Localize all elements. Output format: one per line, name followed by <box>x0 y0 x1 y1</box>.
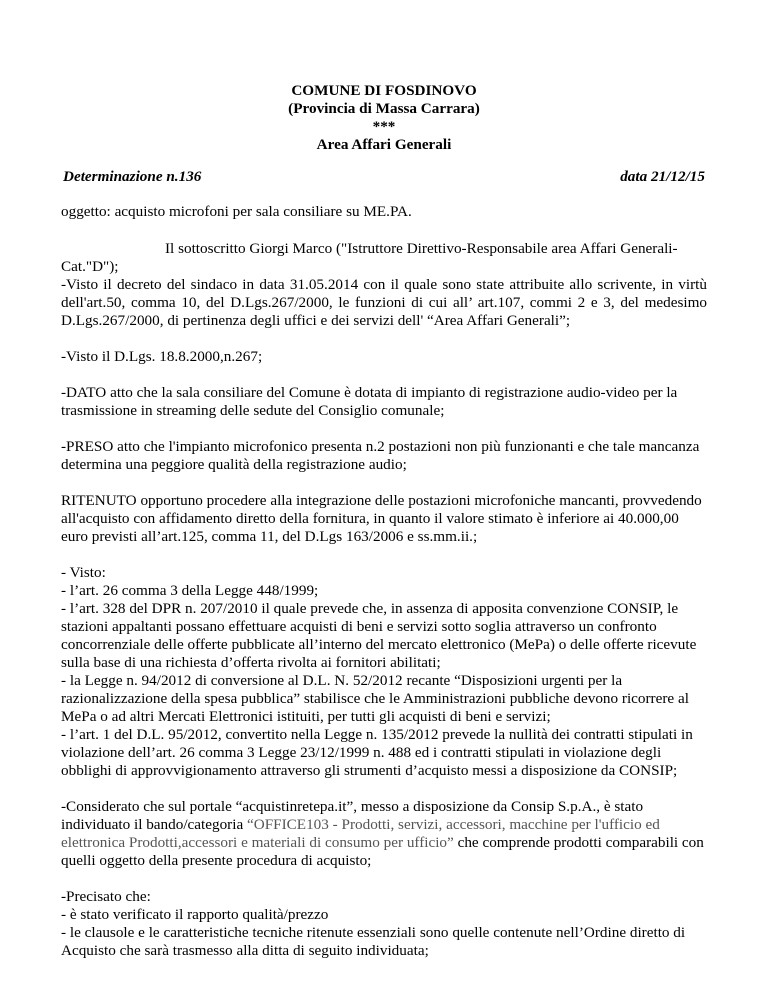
preso-atto: -PRESO atto che l'impianto microfonico presenta n.2 postazioni non più funzionanti e che tale mancanza determina una peggiore qualità della registrazione audio; <box>61 438 700 473</box>
header-provincia: (Provincia di Massa Carrara) <box>288 100 480 117</box>
visto-item: - l’art. 26 comma 3 della Legge 448/1999; <box>61 582 319 599</box>
visto-item: - l’art. 1 del D.L. 95/2012, convertito nella Legge n. 135/2012 prevede la nullità dei contratti stipulati in violazione dell’art. 26 comma 3 Legge 23/12/1999 n. 488 ed i contratti stipulati in violazione degli obblighi di approvvigionamento attraverso gli strumenti d’acquisto messi a disposizione da CONSIP; <box>61 726 693 779</box>
determination-row <box>63 168 705 186</box>
header-area: Area Affari Generali <box>316 136 452 153</box>
precisato-item: - è stato verificato il rapporto qualità/prezzo <box>61 906 329 923</box>
visto-dlgs: -Visto il D.Lgs. 18.8.2000,n.267; <box>61 348 263 365</box>
subject-line: oggetto: acquisto microfoni per sala consiliare su ME.PA. <box>61 203 412 220</box>
visto-item: - la Legge n. 94/2012 di conversione al D.L. N. 52/2012 recante “Disposizioni urgenti per la razionalizzazione della spesa pubblica” stabilisce che le Amministrazioni pubbliche devono ricorrere al MePa o ad altri Mercati Elettronici istituiti, per tutti gli acquisti di beni e servizi; <box>61 672 689 725</box>
header-separator: *** <box>372 118 396 135</box>
visto-heading: - Visto: <box>61 564 106 581</box>
considerato-text-b: che comprende prodotti comparabili con quelli oggetto della presente procedura di acquisto; <box>61 834 704 869</box>
signatory-line: Il sottoscritto Giorgi Marco ("Istruttore Direttivo-Responsabile area Affari Generali- <box>165 240 678 257</box>
header-comune: COMUNE DI FOSDINOVO <box>291 82 477 99</box>
visto-decreto: -Visto il decreto del sindaco in data 31.05.2014 con il quale sono state attribuite allo scrivente, in virtù dell'art.50, comma 10, del D.Lgs.267/2000, le funzioni di cui all’ art.107, commi 2 e 3, del medesimo D.Lgs.267/2000, di pertinenza degli uffici e dei servizi dell' “Area Affari Generali”; <box>61 276 707 329</box>
visto-item: - l’art. 328 del DPR n. 207/2010 il quale prevede che, in assenza di apposita convenzione CONSIP, le stazioni appaltanti possano effettuare acquisti di beni e servizi sotto soglia attraverso un confronto concorrenziale delle offerte pubblicate all’interno del mercato elettronico (MePa) o delle offerte ricevute sulla base di una richiesta d’offerta rivolta ai fornitori abilitati; <box>61 600 697 671</box>
precisato-heading: -Precisato che: <box>61 888 151 905</box>
determination-number: Determinazione n.136 <box>63 168 202 185</box>
considerato-category: “OFFICE103 - Prodotti, servizi, accessori, macchine per l'ufficio ed elettronica Prodotti,accessori e materiali di consumo per ufficio” <box>61 816 660 851</box>
determination-date: data 21/12/15 <box>620 168 705 185</box>
dato-atto: -DATO atto che la sala consiliare del Comune è dotata di impianto di registrazione audio-video per la trasmissione in streaming delle sedute del Consiglio comunale; <box>61 384 678 419</box>
document-page <box>61 82 707 960</box>
signatory-cat: Cat."D"); <box>61 258 119 275</box>
precisato-item: - le clausole e le caratteristiche tecniche ritenute essenziali sono quelle contenute nell’Ordine diretto di Acquisto che sarà trasmesso alla ditta di seguito individuata; <box>61 924 686 959</box>
considerato <box>61 798 707 870</box>
considerato-text-a: -Considerato che sul portale “acquistinretepa.it”, messo a disposizione da Consip S.p.A., è stato individuato il bando/categoria <box>61 798 644 833</box>
ritenuto: RITENUTO opportuno procedere alla integrazione delle postazioni microfoniche mancanti, provvedendo all'acquisto con affidamento diretto della fornitura, in quanto il valore stimato è inferiore ai 40.000,00 euro previsti all’art.125, comma 11, del D.Lgs 163/2006 e ss.mm.ii.; <box>61 492 702 545</box>
